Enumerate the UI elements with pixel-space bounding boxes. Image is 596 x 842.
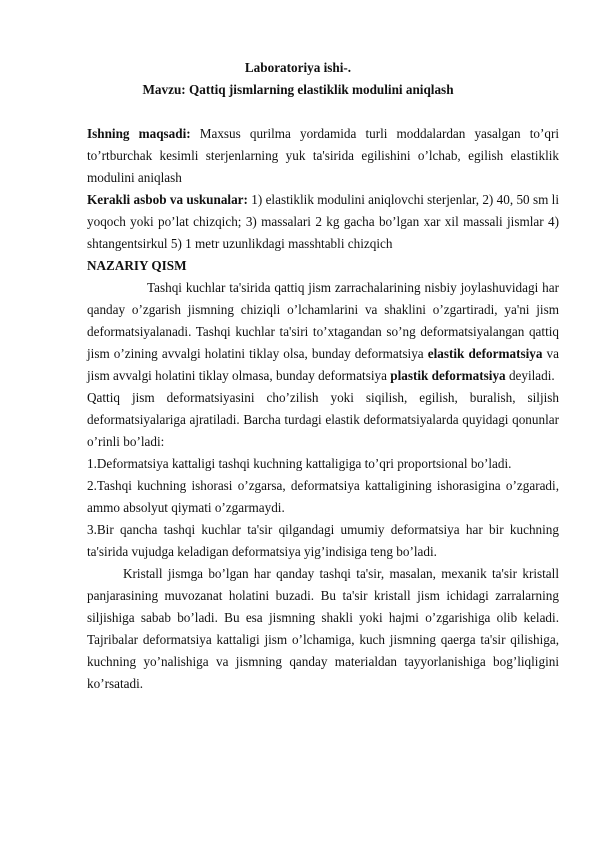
- aim-paragraph: [87, 123, 559, 189]
- theory-paragraph-1: [87, 277, 559, 387]
- aim-label: Ishning maqsadi:: [87, 126, 191, 141]
- document-body: [87, 123, 559, 695]
- topic-title: Mavzu: Qattiq jismlarning elastiklik modulini aniqlash: [142, 82, 454, 97]
- p1-text-c: va jism avvalgi holatini tiklay olmasa, bunday deformatsiya: [87, 346, 559, 383]
- lab-title: Laboratoriya ishi-.: [244, 60, 352, 75]
- law-2: 2.Tashqi kuchning ishorasi o’zgarsa, deformatsiya kattaligining ishorasigina o’zgaradi, ammo absolyut qiymati o’zgarmaydi.: [87, 478, 559, 515]
- equipment-paragraph: [87, 189, 559, 255]
- theory-paragraph-3: Kristall jismga bo’lgan har qanday tashqi ta'sir, masalan, mexanik ta'sir kristall panjarasining muvozanat holatini buzadi. Bu ta'sir kristall jism ichidagi zarralarning siljishiga sabab bo’ladi. Bu esa jismning shakli yoki hajmi o’zgarishiga olib keladi. Tajribalar deformatsiya kattaligi jism o’lchamiga, kuch jismning qaerga ta'sir qilishiga, kuchning yo’nalishiga va jismning qanday materialdan tayyorlanishiga bog’liqligini ko’rsatadi.: [87, 566, 559, 691]
- theory-paragraph-2: Qattiq jism deformatsiyasini cho’zilish yoki siqilish, egilish, buralish, siljish deformatsiyalariga ajratiladi. Barcha turdagi elastik deformatsiyalarda quyidagi qonunlar o’rinli bo’ladi:: [87, 390, 559, 449]
- equipment-text: 1) elastiklik modulini aniqlovchi sterjenlar, 2) 40, 50 sm li yoqoch yoki po’lat chizqich; 3) massalari 2 kg gacha bo’lgan xar xil massali jismlar 4) shtangentsirkul 5) 1 metr uzunlikdagi masshtabli chizqich: [87, 192, 559, 251]
- p1-text-e: deyiladi.: [505, 368, 555, 383]
- aim-text: Maxsus qurilma yordamida turli moddalardan yasalgan to’qri to’rtburchak kesimli sterjenlarning yuk ta'sirida egilishini o’lchab, egilish elastiklik modulini aniqlash: [87, 126, 559, 185]
- law-3: 3.Bir qancha tashqi kuchlar ta'sir qilgandagi umumiy deformatsiya har bir kuchning ta'sirida vujudga keladigan deformatsiya yig’indisiga teng bo’ladi.: [87, 522, 559, 559]
- theory-heading: NAZARIY QISM: [87, 258, 187, 273]
- p1-text-a: Tashqi kuchlar ta'sirida qattiq jism zarrachalarining nisbiy joylashuvidagi har qanday o’zgarish jismning chiziqli o’lchamlarini va shaklini o’zgartiradi, ya'ni jism deformatsiyalanadi. Tashqi kuchlar ta'siri to’xtagandan so’ng deformatsiyalangan qattiq jism o’zining avvalgi holatini tiklay olsa, bunday deformatsiya: [87, 280, 559, 361]
- law-1: 1.Deformatsiya kattaligi tashqi kuchning kattaligiga to’qri proportsional bo’ladi.: [87, 456, 512, 471]
- equipment-label: Kerakli asbob va uskunalar:: [87, 192, 248, 207]
- plastic-term: plastik deformatsiya: [390, 368, 506, 383]
- elastic-term: elastik deformatsiya: [427, 346, 543, 361]
